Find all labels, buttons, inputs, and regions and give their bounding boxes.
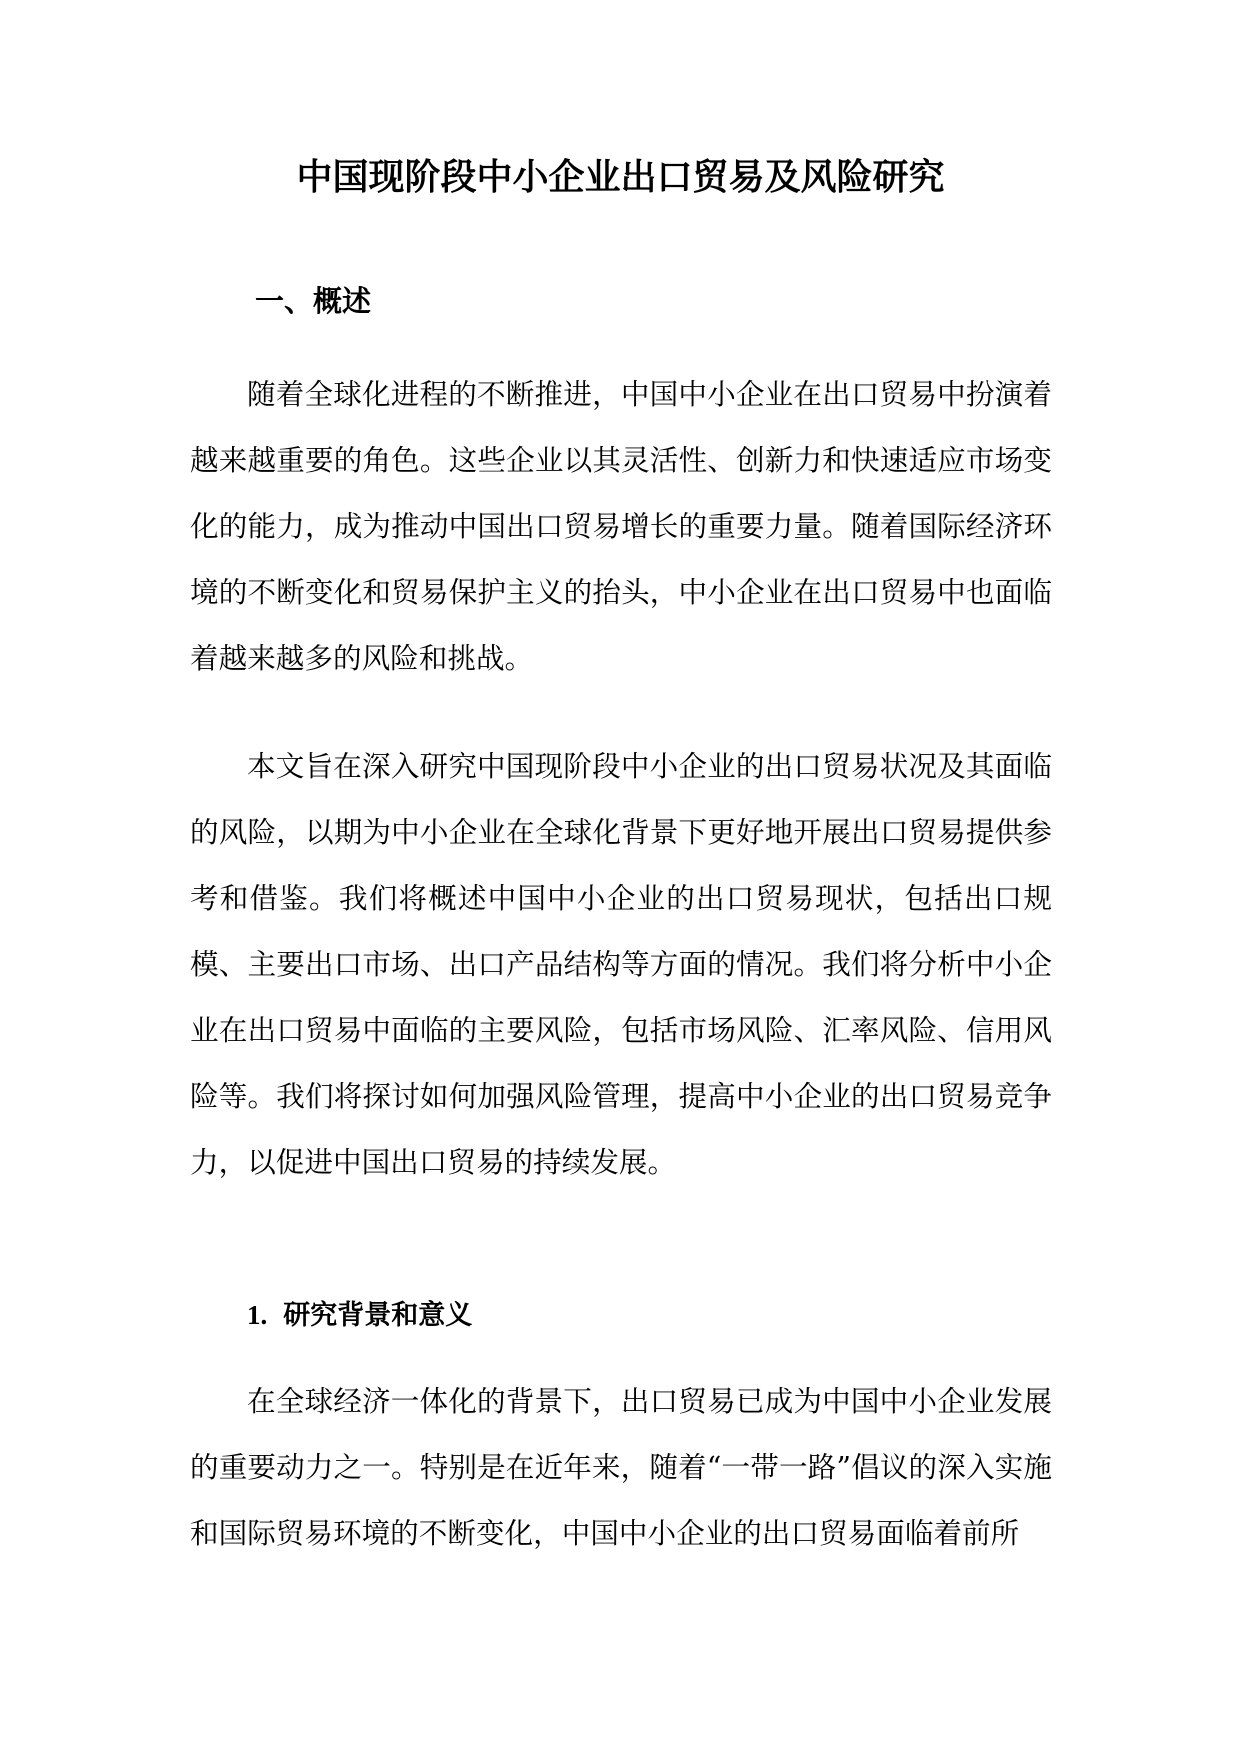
paragraph-overview-1: 随着全球化进程的不断推进，中国中小企业在出口贸易中扮演着越来越重要的角色。这些企业以其灵活性、创新力和快速适应市场变化的能力，成为推动中国出口贸易增长的重要力量。随着国际经济环境的不断变化和贸易保护主义的抬头，中小企业在出口贸易中也面临着越来越多的风险和挑战。 — [190, 377, 1052, 675]
subsection-number: 1. — [247, 1300, 268, 1330]
paragraph-overview-2: 本文旨在深入研究中国现阶段中小企业的出口贸易状况及其面临的风险，以期为中小企业在全球化背景下更好地开展出口贸易提供参考和借鉴。我们将概述中国中小企业的出口贸易现状，包括出口规模、主要出口市场、出口产品结构等方面的情况。我们将分析中小企业在出口贸易中面临的主要风险，包括市场风险、汇率风险、信用风险等。我们将探讨如何加强风险管理，提高中小企业的出口贸易竞争力，以促进中国出口贸易的持续发展。 — [190, 749, 1052, 1179]
section-heading-overview: 一、概述 — [255, 284, 372, 318]
subsection-heading-background — [247, 1290, 472, 1341]
subsection-title: 研究背景和意义 — [283, 1300, 473, 1331]
document-title: 中国现阶段中小企业出口贸易及风险研究 — [296, 157, 945, 198]
paragraph-background-1: 在全球经济一体化的背景下，出口贸易已成为中国中小企业发展的重要动力之一。特别是在近年来，随着“一带一路”倡议的深入实施和国际贸易环境的不断变化，中国中小企业的出口贸易面临着前所 — [190, 1384, 1052, 1550]
